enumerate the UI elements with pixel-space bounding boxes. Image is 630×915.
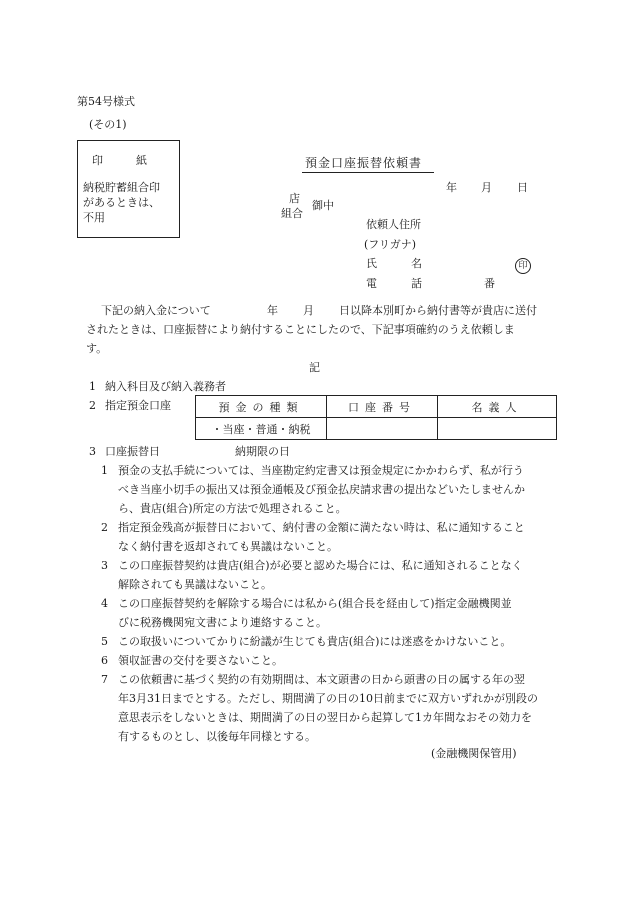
term7-line1: この依頼書に基づく契約の有効期間は、本文頭書の日から頭書の日の属する年の翌 bbox=[118, 673, 525, 686]
account-table-row bbox=[196, 418, 557, 440]
requester-phone-label-3: 番 bbox=[484, 277, 495, 290]
term4-line2: びに税務機関宛文書により連絡すること。 bbox=[118, 616, 327, 629]
addressee-honorific: 御中 bbox=[312, 199, 334, 212]
term7-number: 7 bbox=[101, 673, 108, 686]
term1-number: 1 bbox=[101, 464, 108, 477]
item2-text: 指定預金口座 bbox=[105, 399, 171, 412]
account-type-header: 預金の種類 bbox=[196, 396, 327, 418]
account-table-header-row bbox=[196, 396, 557, 418]
account-table bbox=[195, 395, 557, 440]
term4-number: 4 bbox=[101, 597, 108, 610]
term1-line3: ら、貴店(組合)所定の方法で処理されること。 bbox=[118, 502, 347, 515]
date-year-label: 年 bbox=[446, 181, 457, 194]
ki-heading: 記 bbox=[309, 361, 320, 374]
term4-line1: この口座振替契約を解除する場合には私から(組合長を経由して)指定金融機関並 bbox=[118, 597, 512, 610]
stamp-note-line3: 不用 bbox=[83, 211, 105, 224]
requester-phone-label-2: 話 bbox=[411, 277, 422, 290]
account-holder-cell[interactable] bbox=[438, 418, 557, 440]
item3-value: 納期限の日 bbox=[235, 445, 290, 458]
stamp-note-line1: 納税貯蓄組合印 bbox=[83, 181, 160, 194]
intro-line1-d: 日以降本別町から納付書等が貴店に送付 bbox=[339, 304, 537, 317]
term7-line2: 年3月31日までとする。ただし、期間満了の日の10日前までに双方いずれかが別段の bbox=[118, 692, 538, 705]
term3-line1: この口座振替契約は貴店(組合)が必要と認めた場合には、私に通知されることなく bbox=[118, 559, 523, 572]
addressee-branch: 店 bbox=[289, 192, 300, 205]
intro-line3: す。 bbox=[86, 342, 108, 355]
date-day-label: 日 bbox=[517, 181, 528, 194]
document-title: 預金口座振替依頼書 bbox=[305, 156, 423, 170]
requester-name-label-1: 氏 bbox=[366, 257, 377, 270]
term1-line1: 預金の支払手続については、当座勘定約定書又は預金規定にかかわらず、私が行う bbox=[118, 464, 524, 477]
form-number: 第54号様式 bbox=[77, 95, 135, 108]
date-month-label: 月 bbox=[481, 181, 492, 194]
term1-line2: べき当座小切手の振出又は預金通帳及び預金払戻請求書の提出などいたしませんか bbox=[118, 483, 525, 496]
term5-line1: この取扱いについてかりに紛議が生じても貴店(組合)には迷惑をかけないこと。 bbox=[118, 635, 512, 648]
item3-text: 口座振替日 bbox=[105, 445, 160, 458]
item3-number: 3 bbox=[89, 445, 96, 458]
account-number-cell[interactable] bbox=[327, 418, 438, 440]
requester-address-label: 依頼人住所 bbox=[366, 218, 421, 231]
addressee-union: 組合 bbox=[281, 207, 303, 220]
requester-name-label-2: 名 bbox=[411, 257, 422, 270]
item1-text: 納入科目及び納入義務者 bbox=[105, 380, 226, 393]
intro-line1-a: 下記の納入金について bbox=[101, 304, 211, 317]
intro-line2: されたときは、口座振替により納付することにしたので、下記事項確約のうえ依頼しま bbox=[86, 323, 515, 336]
seal-mark: 印 bbox=[515, 258, 531, 274]
item1-number: 1 bbox=[89, 380, 96, 393]
account-number-header: 口座番号 bbox=[327, 396, 438, 418]
revenue-stamp-box bbox=[77, 140, 180, 238]
account-type-cell: ・当座・普通・納税 bbox=[196, 418, 327, 440]
term2-number: 2 bbox=[101, 521, 108, 534]
term5-number: 5 bbox=[101, 635, 108, 648]
form-part: (その1) bbox=[89, 118, 127, 131]
item2-number: 2 bbox=[89, 399, 96, 412]
term7-line3: 意思表示をしないときは、期間満了の日の翌日から起算して1カ年間なおその効力を bbox=[118, 711, 532, 724]
footer-note: (金融機関保管用) bbox=[431, 747, 517, 760]
account-holder-header: 名義人 bbox=[438, 396, 557, 418]
term6-number: 6 bbox=[101, 654, 108, 667]
term2-line1: 指定預金残高が振替日において、納付書の金額に満たない時は、私に通知すること bbox=[118, 521, 525, 534]
requester-phone-label-1: 電 bbox=[366, 277, 377, 290]
stamp-note-line2: があるときは、 bbox=[83, 196, 160, 209]
stamp-label: 印 紙 bbox=[92, 154, 147, 167]
requester-furigana-label: (フリガナ) bbox=[364, 238, 417, 251]
term6-line1: 領収証書の交付を要さないこと。 bbox=[118, 654, 283, 667]
title-underline bbox=[302, 172, 434, 173]
intro-line1-year: 年 bbox=[267, 304, 278, 317]
term2-line2: なく納付書を返却されても異議はないこと。 bbox=[118, 540, 338, 553]
term3-number: 3 bbox=[101, 559, 108, 572]
term3-line2: 解除されても異議はないこと。 bbox=[118, 578, 272, 591]
term7-line4: 有するものとし、以後毎年同様とする。 bbox=[118, 730, 316, 743]
intro-line1-month: 月 bbox=[303, 304, 314, 317]
